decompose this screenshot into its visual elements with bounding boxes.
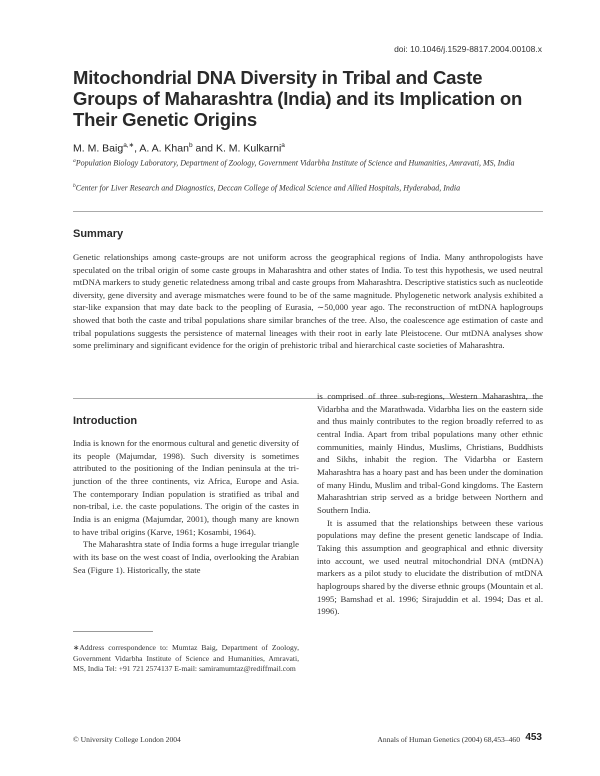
correspondence-footnote: ∗Address correspondence to: Mumtaz Baig, Department of Zoology, Government Vidarbha Institute of Science and Humanities, Amravati, MS, India Tel: +91 721 2574137 E-mail: samiramumtaz@rediffmail.com — [73, 643, 299, 673]
summary-text: Genetic relationships among caste-groups are not uniform across the geographical regions of India. Many anthropologists have speculated on the tribal origin of some caste groups in Maharashtra and other states of India. To test this hypothesis, we used neutral mtDNA markers to study genetic relatedness among tribal and caste groups from Maharashtra. Descriptive statistics such as nucleotide diversity, gene diversity and average mismatches were found to be of the same magnitude. Phylogenetic network analysis exhibited a star-like expansion that may date back to the peopling of Eurasia, ∼50,000 year ago. The reconstruction of mtDNA haplogroups showed that both the caste and tribal populations share similar branches of the tree. Also, the coalescence age estimation of caste and tribal populations suggests the persistence of maternal lineages with their root in early late Pleistocene. Our mtDNA analyses show some preliminary and significant evidence for the origin of prehistoric tribal and hierarchical caste societies of Maharashtra. — [73, 252, 543, 351]
left-column — [73, 437, 299, 576]
paragraph: is comprised of three sub-regions, Western Maharashtra, the Vidarbha and the Marathwada. Vidarbha lies on the eastern side and thus mainly contributes to the region broadly referred to as central India. Apart from tribal populations many other ethnic communities, mainly Hindus, Muslims, Christians, Buddhists and Sikhs, inhabit the region. The Vidarbha or Eastern Maharashtra has a hoary past and has been under the domination of many Hindu, Muslim and tribal-Gond kingdoms. The Eastern Maharashtrian strip served as a bridge between Northern and Southern India. — [317, 391, 543, 515]
footnote-rule — [73, 631, 153, 632]
affiliation-b — [73, 181, 543, 194]
affiliation-a — [73, 156, 543, 169]
author-separator: , — [134, 142, 140, 155]
divider — [73, 211, 543, 212]
paragraph: It is assumed that the relationships between these various populations may define the present genetic landscape of India. Taking this assumption and geographical and ethnic diversity into account, we used neutral mitochondrial DNA (mtDNA) markers as a pilot study to elucidate the distribution of mtDNA haplogroups shared by the diverse ethnic groups (Mountain et al. 1995; Bamshad et al. 1996; Sirajuddin et al. 1994; Das et al. 1996). — [317, 517, 543, 617]
right-column — [317, 390, 543, 618]
page-number: 453 — [525, 732, 542, 743]
affiliation-text: Center for Liver Research and Diagnostics, Deccan College of Medical Science and Allied Hospitals, Hyderabad, India — [75, 183, 461, 193]
introduction-heading: Introduction — [73, 415, 138, 427]
author-name: K. M. Kulkarni — [215, 142, 282, 155]
doi: doi: 10.1046/j.1529-8817.2004.00108.x — [394, 44, 542, 54]
affiliation-mark: a — [73, 158, 76, 164]
copyright: © University College London 2004 — [73, 735, 181, 744]
author-sup: a,∗ — [123, 142, 135, 149]
summary-heading: Summary — [73, 228, 124, 240]
author-separator: and — [192, 142, 216, 155]
affiliation-text: Population Biology Laboratory, Department of Zoology, Government Vidarbha Institute of Science and Humanities, Amravati, MS, India — [75, 158, 515, 168]
paragraph: The Maharashtra state of India forms a huge irregular triangle with its base on the west coast of India, overlooking the Arabian Sea (Figure 1). Historically, the state — [73, 539, 299, 575]
author-name: M. M. Baig — [73, 142, 124, 155]
article-title: Mitochondrial DNA Diversity in Tribal and Caste Groups of Maharashtra (India) and its Implication on Their Genetic Origins — [73, 67, 523, 130]
author-sup: b — [188, 142, 193, 149]
author-sup: a — [281, 142, 285, 149]
author-name: A. A. Khan — [139, 142, 189, 155]
authors — [73, 141, 285, 155]
journal-citation: Annals of Human Genetics (2004) 68,453–460 — [377, 735, 520, 744]
paragraph: India is known for the enormous cultural and genetic diversity of its people (Majumdar, 1998). Such diversity is sometimes attributed to the positioning of the Indian peninsula at the tri-junction of the three continents, viz Africa, Europe and Asia. The contemporary Indian population is stratified as tribal and non-tribal, i.e. the caste populations. The origin of the castes in India is an enigma (Majumdar, 2001), though many are known to have tribal origins (Karve, 1961; Kosambi, 1964). — [73, 438, 299, 537]
affiliation-mark: b — [73, 183, 76, 189]
